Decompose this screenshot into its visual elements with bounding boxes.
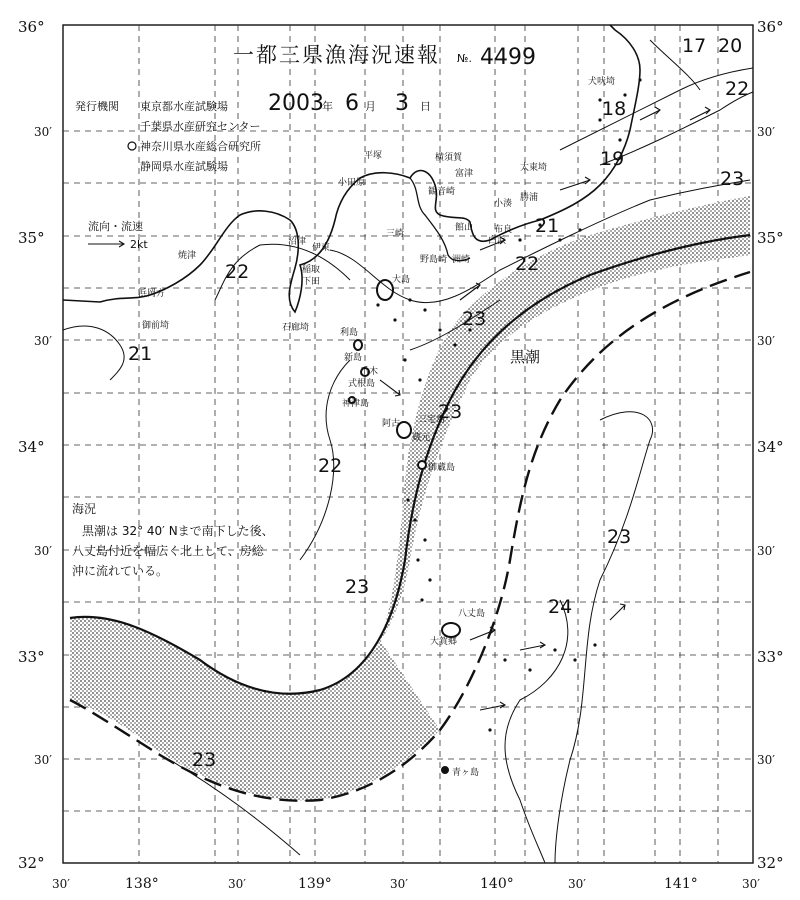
latitude-labels-right xyxy=(757,18,784,872)
svg-text:館山: 館山 xyxy=(455,223,474,233)
svg-text:小田原: 小田原 xyxy=(338,178,366,188)
svg-text:30′: 30′ xyxy=(228,877,246,891)
issuer-0: 東京都水産試験場 xyxy=(140,100,228,113)
svg-text:稲取: 稲取 xyxy=(302,265,321,275)
svg-text:22: 22 xyxy=(318,455,343,477)
year-char: 年 xyxy=(322,100,333,113)
svg-text:23: 23 xyxy=(192,749,217,771)
issuer-2: 神奈川県水産総合研究所 xyxy=(140,140,261,153)
svg-text:太東埼: 太東埼 xyxy=(520,163,548,173)
svg-text:爪木: 爪木 xyxy=(360,367,379,377)
svg-text:横須賀: 横須賀 xyxy=(435,153,463,163)
svg-text:30′: 30′ xyxy=(742,877,760,891)
svg-text:35°: 35° xyxy=(757,229,784,247)
legend-scale: 2kt xyxy=(130,238,148,251)
svg-text:22: 22 xyxy=(725,78,750,100)
date-month: 6 xyxy=(345,91,359,116)
svg-text:30′: 30′ xyxy=(52,877,70,891)
svg-text:32°: 32° xyxy=(18,854,45,872)
svg-text:洲崎: 洲崎 xyxy=(452,255,471,265)
svg-text:下田: 下田 xyxy=(302,277,321,287)
svg-text:30′: 30′ xyxy=(568,877,586,891)
svg-text:20: 20 xyxy=(718,35,743,57)
svg-text:三崎: 三崎 xyxy=(386,229,405,239)
report-no-value: 4499 xyxy=(480,45,536,70)
svg-text:34°: 34° xyxy=(757,438,784,456)
svg-text:観音崎: 観音崎 xyxy=(428,187,456,197)
station-dots xyxy=(376,78,641,731)
svg-text:34°: 34° xyxy=(18,438,45,456)
issuer-label: 発行機関 xyxy=(75,100,119,113)
svg-text:蔵元: 蔵元 xyxy=(412,433,431,443)
day-char: 日 xyxy=(420,100,431,113)
svg-text:140°: 140° xyxy=(480,876,514,892)
svg-text:御前埼: 御前埼 xyxy=(142,321,170,331)
svg-text:新島: 新島 xyxy=(344,353,363,363)
longitude-labels xyxy=(52,876,760,892)
svg-text:神津島: 神津島 xyxy=(342,399,370,409)
map-title: 一都三県漁海況速報 xyxy=(233,43,440,67)
remarks-line-1: 八丈島付近を幅広く北上して、房総 xyxy=(72,544,264,558)
svg-text:焼津: 焼津 xyxy=(178,251,197,261)
latitude-labels-left xyxy=(18,18,52,872)
svg-text:御蔵島: 御蔵島 xyxy=(428,463,456,473)
svg-text:三宅島: 三宅島 xyxy=(418,415,446,425)
svg-text:阿古: 阿古 xyxy=(382,419,401,429)
svg-text:30′: 30′ xyxy=(390,877,408,891)
issuer-3: 静岡県水産試験場 xyxy=(140,160,228,173)
svg-text:野島崎: 野島崎 xyxy=(420,255,448,265)
issuer-marker-icon xyxy=(128,142,136,150)
svg-text:大島: 大島 xyxy=(392,275,411,285)
svg-text:30′: 30′ xyxy=(757,753,775,767)
svg-text:犬吠埼: 犬吠埼 xyxy=(588,77,616,87)
svg-text:23: 23 xyxy=(462,308,487,330)
svg-text:布良: 布良 xyxy=(494,225,513,235)
remarks-line-2: 沖に流れている。 xyxy=(72,564,169,578)
svg-text:利島: 利島 xyxy=(340,328,359,338)
svg-text:23: 23 xyxy=(720,168,745,190)
svg-text:138°: 138° xyxy=(125,876,159,892)
svg-text:19: 19 xyxy=(600,148,625,170)
svg-text:30′: 30′ xyxy=(34,125,52,139)
kuroshio-label: 黒潮 xyxy=(510,348,541,366)
svg-text:平塚: 平塚 xyxy=(364,151,383,161)
date-day: 3 xyxy=(395,91,409,116)
svg-text:30′: 30′ xyxy=(757,544,775,558)
svg-text:30′: 30′ xyxy=(34,334,52,348)
svg-text:32°: 32° xyxy=(757,854,784,872)
svg-text:青ヶ島: 青ヶ島 xyxy=(452,768,480,778)
svg-text:式根島: 式根島 xyxy=(348,379,376,389)
svg-text:大賀郷: 大賀郷 xyxy=(430,637,458,647)
month-char: 月 xyxy=(365,100,376,113)
svg-text:36°: 36° xyxy=(18,18,45,36)
svg-text:21: 21 xyxy=(128,343,153,365)
svg-text:21: 21 xyxy=(535,215,560,237)
svg-text:浜岡方: 浜岡方 xyxy=(138,289,166,299)
remarks-heading: 海況 xyxy=(72,502,97,516)
issuer-1: 千葉県水産研究センター xyxy=(140,120,261,133)
svg-text:23: 23 xyxy=(607,526,632,548)
svg-text:22: 22 xyxy=(225,261,250,283)
legend-title: 流向・流速 xyxy=(88,220,143,233)
svg-text:36°: 36° xyxy=(757,18,784,36)
svg-text:沼津: 沼津 xyxy=(288,237,307,247)
report-no-prefix: №. xyxy=(457,52,472,65)
svg-text:23: 23 xyxy=(345,576,370,598)
svg-text:22: 22 xyxy=(515,253,540,275)
svg-text:30′: 30′ xyxy=(757,125,775,139)
svg-text:33°: 33° xyxy=(757,648,784,666)
remarks-line-0: 黒潮は 32° 40′ Nまで南下した後、 xyxy=(82,524,274,538)
svg-text:30′: 30′ xyxy=(757,334,775,348)
svg-text:35°: 35° xyxy=(18,229,45,247)
svg-text:石廊埼: 石廊埼 xyxy=(282,323,310,333)
svg-text:141°: 141° xyxy=(664,876,698,892)
svg-text:18: 18 xyxy=(602,98,627,120)
svg-text:白浜: 白浜 xyxy=(488,236,507,246)
svg-text:30′: 30′ xyxy=(34,544,52,558)
svg-text:17: 17 xyxy=(682,35,707,57)
svg-text:伊東: 伊東 xyxy=(312,243,331,253)
svg-text:富津: 富津 xyxy=(455,169,474,179)
date-year: 2003 xyxy=(268,91,324,116)
svg-text:23: 23 xyxy=(438,401,463,423)
svg-text:139°: 139° xyxy=(298,876,332,892)
svg-text:33°: 33° xyxy=(18,648,45,666)
svg-text:24: 24 xyxy=(548,596,573,618)
svg-text:小湊: 小湊 xyxy=(494,199,513,209)
svg-text:勝浦: 勝浦 xyxy=(520,193,539,203)
svg-text:30′: 30′ xyxy=(34,753,52,767)
svg-text:八丈島: 八丈島 xyxy=(458,609,486,619)
